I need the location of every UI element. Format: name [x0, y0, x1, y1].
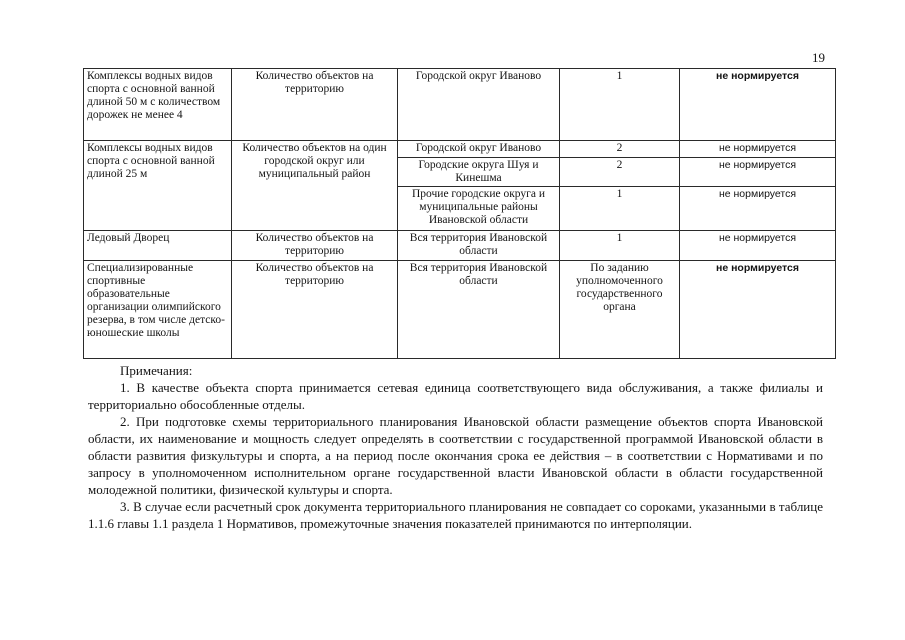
- value-cell: 1: [560, 187, 680, 231]
- page-number: 19: [812, 50, 825, 65]
- table-row: [84, 141, 836, 158]
- norms-table: [83, 68, 836, 359]
- value-cell: 1: [560, 231, 680, 261]
- table-row: [84, 261, 836, 359]
- norm-cell: не нормируется: [680, 141, 836, 158]
- table-row: [84, 69, 836, 141]
- note-item: 3. В случае если расчетный срок документа территориального планирования не совпадает со сороками, указанными в таблице 1.1.6 главы 1.1 раздела 1 Нормативов, промежуточные значения показателей принимаются по интерполяции.: [88, 499, 823, 531]
- value-cell: 2: [560, 141, 680, 158]
- territory-cell: Вся территория Ивановской области: [398, 231, 560, 261]
- territory-cell: Городской округ Иваново: [398, 141, 560, 158]
- facility-cell: Специализированные спортивные образовательные организации олимпийского резерва, в том числе детско-юношеские школы: [84, 261, 232, 359]
- indicator-cell: Количество объектов на территорию: [232, 69, 398, 141]
- facility-cell: Комплексы водных видов спорта с основной ванной длиной 50 м с количеством дорожек не менее 4: [84, 69, 232, 141]
- indicator-cell: Количество объектов на территорию: [232, 261, 398, 359]
- norm-cell: не нормируется: [680, 261, 836, 359]
- territory-cell: Городские округа Шуя и Кинешма: [398, 158, 560, 187]
- facility-cell: Комплексы водных видов спорта с основной ванной длиной 25 м: [84, 141, 232, 231]
- territory-cell: Вся территория Ивановской области: [398, 261, 560, 359]
- norm-cell: не нормируется: [680, 187, 836, 231]
- indicator-cell: Количество объектов на один городской округ или муниципальный район: [232, 141, 398, 231]
- note-item: 2. При подготовке схемы территориального планирования Ивановской области размещение объектов спорта Ивановской области, их наименование и мощность следует определять в соответствии с государственной программой Ивановской области в области развития физкультуры и спорта, а на период после окончания срока ее действия – в соответствии с Нормативами и по запросу в уполномоченном исполнительном органе государственной власти Ивановской области в области государственной молодежной политики, физической культуры и спорта.: [88, 414, 823, 497]
- norm-cell: не нормируется: [680, 158, 836, 187]
- note-item: 1. В качестве объекта спорта принимается сетевая единица соответствующего вида обслуживания, а также филиалы и территориально обособленные отделы.: [88, 380, 823, 412]
- territory-cell: Прочие городские округа и муниципальные районы Ивановской области: [398, 187, 560, 231]
- territory-cell: Городской округ Иваново: [398, 69, 560, 141]
- norm-cell: не нормируется: [680, 231, 836, 261]
- value-cell: По заданию уполномоченного государственного органа: [560, 261, 680, 359]
- norm-cell: не нормируется: [680, 69, 836, 141]
- notes-section: [88, 362, 823, 532]
- value-cell: 1: [560, 69, 680, 141]
- facility-cell: Ледовый Дворец: [84, 231, 232, 261]
- indicator-cell: Количество объектов на территорию: [232, 231, 398, 261]
- value-cell: 2: [560, 158, 680, 187]
- notes-title: Примечания:: [120, 363, 193, 378]
- table-row: [84, 231, 836, 261]
